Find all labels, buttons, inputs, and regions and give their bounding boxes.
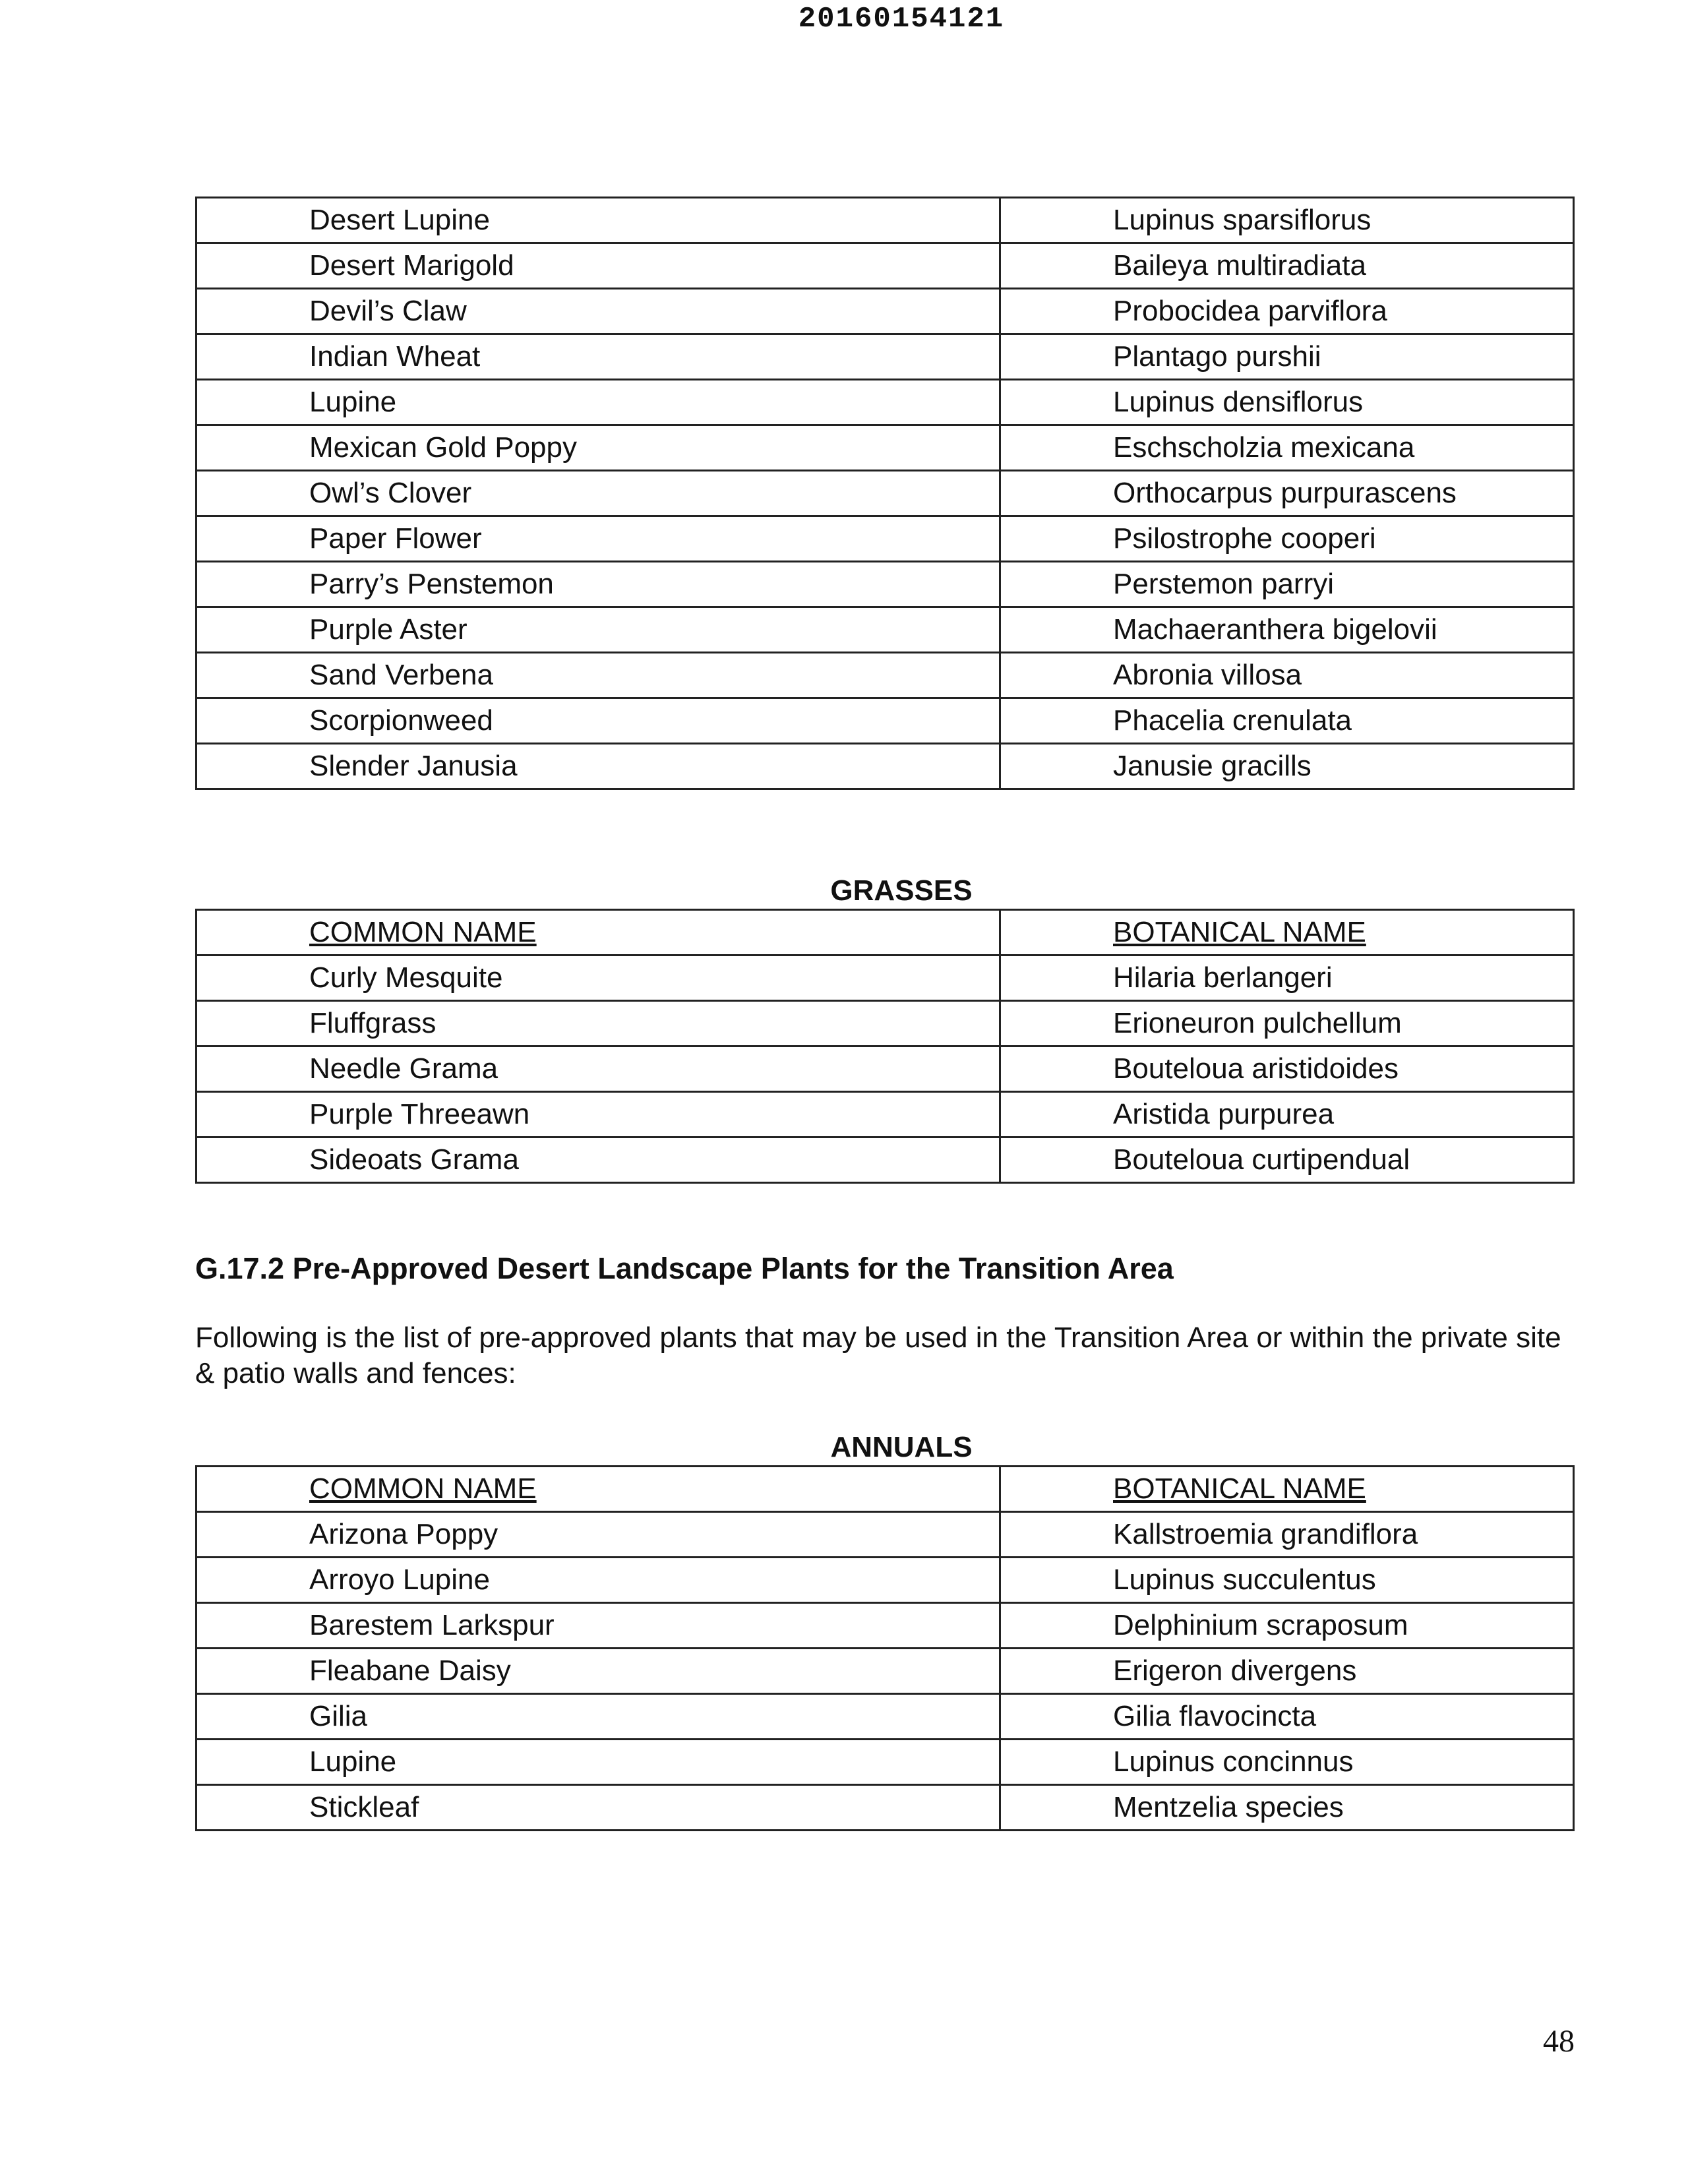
common-name-cell: Scorpionweed: [196, 698, 1000, 744]
botanical-name-cell: Lupinus concinnus: [1000, 1740, 1574, 1785]
table-row: [196, 516, 1574, 562]
table-row: [196, 198, 1574, 243]
botanical-name-cell: Plantago purshii: [1000, 334, 1574, 380]
common-name-cell: Lupine: [196, 380, 1000, 425]
page-number: 48: [1543, 2024, 1575, 2059]
table-row: [196, 607, 1574, 653]
common-name-cell: Arizona Poppy: [196, 1512, 1000, 1558]
table-row: [196, 653, 1574, 698]
section-heading: G.17.2 Pre-Approved Desert Landscape Plants for the Transition Area: [195, 1252, 1174, 1285]
table-row: [196, 1603, 1574, 1649]
table-row: [196, 1001, 1574, 1046]
table-row: [196, 1092, 1574, 1138]
section-paragraph: Following is the list of pre-approved plants that may be used in the Transition Area or within the private site & patio walls and fences:: [195, 1321, 1561, 1389]
common-name-cell: Stickleaf: [196, 1785, 1000, 1831]
botanical-name-cell: Erigeron divergens: [1000, 1649, 1574, 1694]
common-name-cell: Slender Janusia: [196, 744, 1000, 789]
column-header-common: COMMON NAME: [196, 1467, 1000, 1512]
table-row: [196, 243, 1574, 289]
botanical-name-cell: Phacelia crenulata: [1000, 698, 1574, 744]
column-header-botanical: BOTANICAL NAME: [1000, 910, 1574, 956]
table-row: [196, 1785, 1574, 1831]
common-name-cell: Barestem Larkspur: [196, 1603, 1000, 1649]
common-name-cell: Indian Wheat: [196, 334, 1000, 380]
common-name-cell: Purple Threeawn: [196, 1092, 1000, 1138]
botanical-name-cell: Hilaria berlangeri: [1000, 956, 1574, 1001]
document-number: 20160154121: [798, 3, 1005, 36]
botanical-name-cell: Baileya multiradiata: [1000, 243, 1574, 289]
botanical-name-cell: Janusie gracills: [1000, 744, 1574, 789]
botanical-name-cell: Erioneuron pulchellum: [1000, 1001, 1574, 1046]
annuals-table: [195, 1465, 1575, 1831]
common-name-cell: Curly Mesquite: [196, 956, 1000, 1001]
column-header-common: COMMON NAME: [196, 910, 1000, 956]
botanical-name-cell: Gilia flavocincta: [1000, 1694, 1574, 1740]
table-row: [196, 1649, 1574, 1694]
botanical-name-cell: Bouteloua curtipendual: [1000, 1138, 1574, 1183]
botanical-name-cell: Lupinus densiflorus: [1000, 380, 1574, 425]
table-row: [196, 1512, 1574, 1558]
botanical-name-cell: Probocidea parviflora: [1000, 289, 1574, 334]
botanical-name-cell: Perstemon parryi: [1000, 562, 1574, 607]
table-row: [196, 698, 1574, 744]
table-row: [196, 471, 1574, 516]
botanical-name-cell: Aristida purpurea: [1000, 1092, 1574, 1138]
common-name-cell: Paper Flower: [196, 516, 1000, 562]
table-row: [196, 744, 1574, 789]
common-name-cell: Parry’s Penstemon: [196, 562, 1000, 607]
table-row: [196, 562, 1574, 607]
botanical-name-cell: Kallstroemia grandiflora: [1000, 1512, 1574, 1558]
common-name-cell: Needle Grama: [196, 1046, 1000, 1092]
botanical-name-cell: Lupinus succulentus: [1000, 1558, 1574, 1603]
table-row: [196, 289, 1574, 334]
botanical-name-cell: Delphinium scraposum: [1000, 1603, 1574, 1649]
common-name-cell: Gilia: [196, 1694, 1000, 1740]
botanical-name-cell: Orthocarpus purpurascens: [1000, 471, 1574, 516]
table-row: [196, 425, 1574, 471]
common-name-cell: Purple Aster: [196, 607, 1000, 653]
table-header-row: [196, 910, 1574, 956]
grasses-table: [195, 909, 1575, 1184]
column-header-botanical: BOTANICAL NAME: [1000, 1467, 1574, 1512]
common-name-cell: Devil’s Claw: [196, 289, 1000, 334]
table-row: [196, 1694, 1574, 1740]
common-name-cell: Fluffgrass: [196, 1001, 1000, 1046]
botanical-name-cell: Abronia villosa: [1000, 653, 1574, 698]
table-row: [196, 380, 1574, 425]
common-name-cell: Lupine: [196, 1740, 1000, 1785]
botanical-name-cell: Machaeranthera bigelovii: [1000, 607, 1574, 653]
common-name-cell: Sand Verbena: [196, 653, 1000, 698]
common-name-cell: Arroyo Lupine: [196, 1558, 1000, 1603]
table-row: [196, 334, 1574, 380]
common-name-cell: Mexican Gold Poppy: [196, 425, 1000, 471]
table-row: [196, 956, 1574, 1001]
botanical-name-cell: Mentzelia species: [1000, 1785, 1574, 1831]
common-name-cell: Desert Marigold: [196, 243, 1000, 289]
common-name-cell: Desert Lupine: [196, 198, 1000, 243]
common-name-cell: Owl’s Clover: [196, 471, 1000, 516]
botanical-name-cell: Lupinus sparsiflorus: [1000, 198, 1574, 243]
table-row: [196, 1138, 1574, 1183]
common-name-cell: Sideoats Grama: [196, 1138, 1000, 1183]
botanical-name-cell: Bouteloua aristidoides: [1000, 1046, 1574, 1092]
table-row: [196, 1558, 1574, 1603]
grasses-title: GRASSES: [830, 874, 973, 907]
botanical-name-cell: Psilostrophe cooperi: [1000, 516, 1574, 562]
wildflowers-table: [195, 197, 1575, 790]
table-header-row: [196, 1467, 1574, 1512]
common-name-cell: Fleabane Daisy: [196, 1649, 1000, 1694]
table-row: [196, 1046, 1574, 1092]
table-row: [196, 1740, 1574, 1785]
botanical-name-cell: Eschscholzia mexicana: [1000, 425, 1574, 471]
annuals-title: ANNUALS: [830, 1431, 973, 1463]
